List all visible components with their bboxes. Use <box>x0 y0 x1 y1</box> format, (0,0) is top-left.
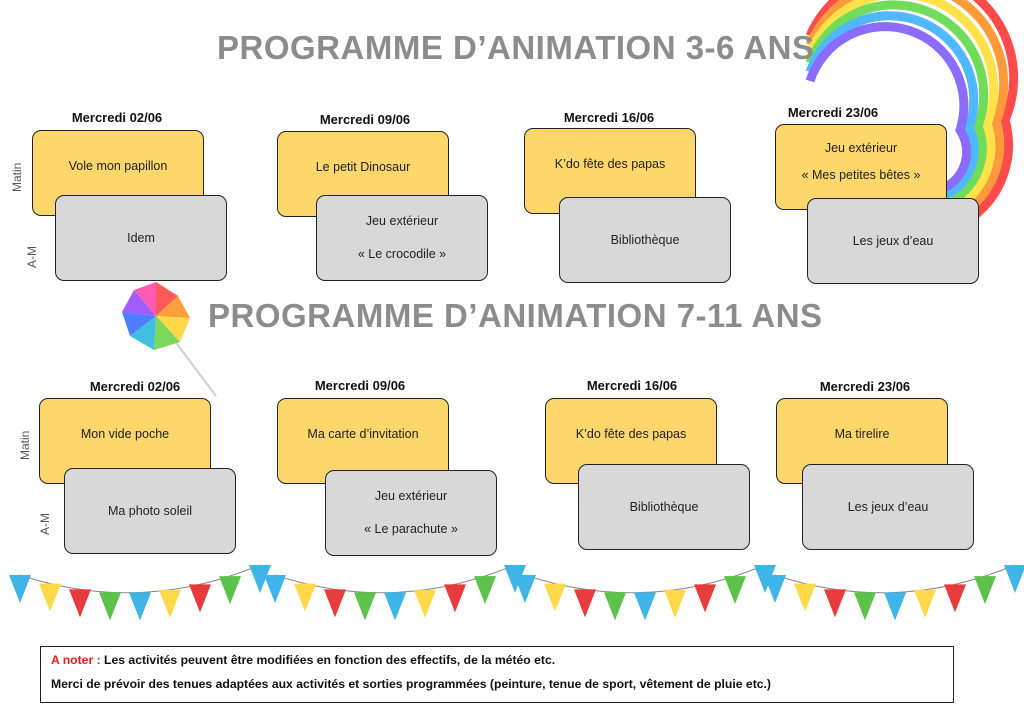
bunting-flag <box>724 576 746 604</box>
bunting-flag <box>414 590 436 618</box>
date-label: Mercredi 16/06 <box>586 378 678 393</box>
activity-text: « Mes petites bêtes » <box>801 168 921 182</box>
bunting-flag <box>39 584 61 612</box>
row-label-morning-3-6: Matin <box>10 162 24 192</box>
bunting-flag <box>574 589 596 617</box>
date-label: Mercredi 23/06 <box>819 379 911 394</box>
afternoon-activity <box>316 195 488 281</box>
activity-text: Les jeux d’eau <box>852 233 934 248</box>
activity-text: K’do fête des papas <box>554 156 666 171</box>
bunting-flag <box>354 592 376 620</box>
bunting-flag <box>914 590 936 618</box>
bunting-flag <box>159 590 181 618</box>
bunting-flag <box>99 592 121 620</box>
date-label: Mercredi 02/06 <box>71 110 163 125</box>
row-label-afternoon-3-6: A-M <box>25 246 39 268</box>
bunting-flag <box>604 592 626 620</box>
bunting-flag <box>294 584 316 612</box>
bunting-flag <box>694 584 716 612</box>
activity-text: Le petit Dinosaur <box>315 159 411 174</box>
afternoon-activity <box>325 470 497 556</box>
bunting-flag <box>854 592 876 620</box>
bunting-flag <box>794 584 816 612</box>
bunting-flag <box>129 593 151 621</box>
bunting-flag <box>219 576 241 604</box>
activity-text: K’do fête des papas <box>575 426 687 441</box>
activity-text: « Le crocodile » <box>357 247 447 261</box>
bunting-flag <box>974 576 996 604</box>
bunting-flag <box>824 589 846 617</box>
bunting-flag <box>1004 565 1024 593</box>
afternoon-activity <box>578 464 750 550</box>
date-label: Mercredi 09/06 <box>314 378 406 393</box>
activity-text: Ma tirelire <box>834 426 890 441</box>
bunting-flag <box>444 584 466 612</box>
bunting-flag <box>884 593 906 621</box>
bunting-flag <box>544 584 566 612</box>
activity-text: « Le parachute » <box>364 522 458 536</box>
bunting-flag <box>324 589 346 617</box>
activity-text: Bibliothèque <box>629 499 699 514</box>
afternoon-activity <box>55 195 227 281</box>
activity-text: Jeu extérieur <box>374 489 448 504</box>
activity-text: Vole mon papillon <box>68 158 168 173</box>
date-label: Mercredi 09/06 <box>319 112 411 127</box>
activity-text: Idem <box>127 230 155 245</box>
afternoon-activity <box>64 468 236 554</box>
bunting-flag <box>764 575 786 603</box>
activity-text: Ma carte d’invitation <box>307 426 419 441</box>
afternoon-activity <box>802 464 974 550</box>
notes-box <box>40 646 954 703</box>
activity-text: Bibliothèque <box>610 232 680 247</box>
row-label-afternoon-7-11: A-M <box>38 513 52 535</box>
bunting-flag <box>264 575 286 603</box>
notes-line-2: Merci de prévoir des tenues adaptées aux activités et sorties programmées (peinture, tenue de sport, vêtement de pluie etc.) <box>51 677 771 691</box>
activity-text: Mon vide poche <box>80 426 170 441</box>
title-3-6: PROGRAMME D’ANIMATION 3-6 ANS <box>217 29 815 66</box>
activity-text: Jeu extérieur <box>824 141 898 156</box>
bunting-flag <box>189 584 211 612</box>
date-label: Mercredi 23/06 <box>787 105 879 120</box>
row-label-morning-7-11: Matin <box>18 430 32 460</box>
bunting-flag <box>944 584 966 612</box>
bunting-flag <box>384 593 406 621</box>
activity-text: Ma photo soleil <box>107 503 193 518</box>
bunting-flag <box>474 576 496 604</box>
afternoon-activity <box>807 198 979 284</box>
bunting-flag <box>69 589 91 617</box>
date-label: Mercredi 02/06 <box>89 379 181 394</box>
bunting-flag <box>514 575 536 603</box>
bunting-flag <box>634 593 656 621</box>
afternoon-activity <box>559 197 731 283</box>
bunting-flag <box>664 590 686 618</box>
date-label: Mercredi 16/06 <box>563 110 655 125</box>
notes-line-1 <box>51 653 943 667</box>
bunting-garland <box>0 555 1024 645</box>
notes-text-1: Les activités peuvent être modifiées en fonction des effectifs, de la météo etc. <box>104 653 556 667</box>
notes-label: A noter : <box>51 653 101 667</box>
activity-text: Jeu extérieur <box>365 214 439 229</box>
activity-text: Les jeux d’eau <box>847 499 929 514</box>
bunting-flag <box>9 575 31 603</box>
title-7-11: PROGRAMME D’ANIMATION 7-11 ANS <box>208 297 823 334</box>
